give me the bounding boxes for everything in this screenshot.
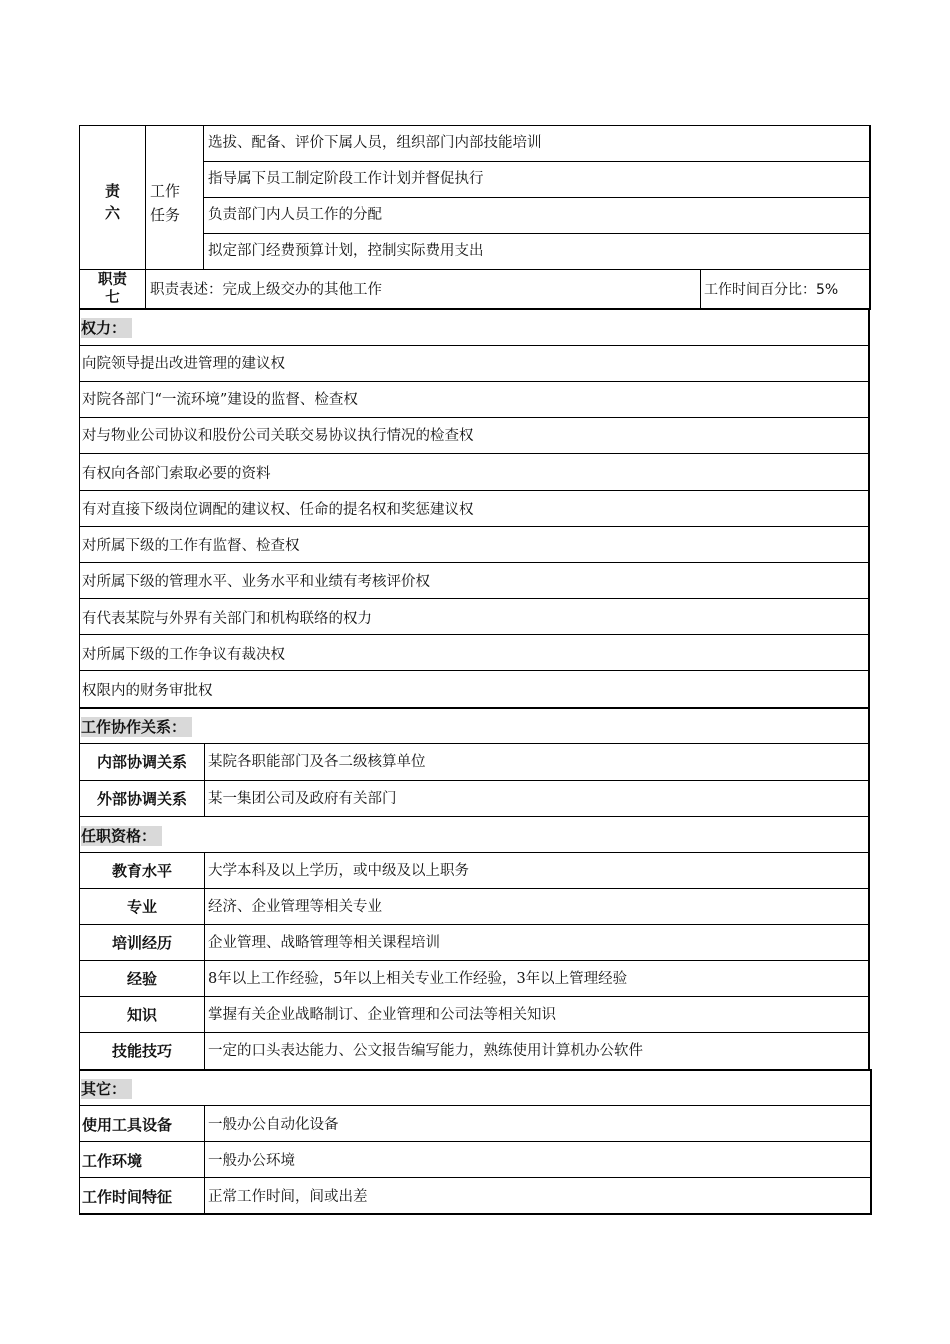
others-tools-label: 使用工具设备 [82,1116,173,1134]
authority-item-9: 对所属下级的工作争议有裁决权 [82,647,285,663]
authority-item-8: 有代表某院与外界有关部门和机构联络的权力 [82,611,372,627]
qualification-training-value: 企业管理、战略管理等相关课程培训 [208,935,440,951]
duty6-label [80,180,145,224]
qualification-major-value: 经济、企业管理等相关专业 [208,899,382,915]
authority-item-5: 有对直接下级岗位调配的建议权、任命的提名权和奖惩建议权 [82,502,474,518]
duty6-type-line2: 任务 [150,206,181,224]
others-worktime-value: 正常工作时间，间或出差 [208,1189,368,1205]
qualification-experience-value: 8年以上工作经验，5年以上相关专业工作经验，3年以上管理经验 [208,971,628,987]
qualification-experience-label: 经验 [126,970,157,988]
duty6-task-3: 负责部门内人员工作的分配 [208,207,382,223]
duty7-time-percent: 工作时间百分比：5% [704,282,839,298]
authority-item-1: 向院领导提出改进管理的建议权 [82,356,285,372]
relations-internal-label: 内部协调关系 [96,753,187,771]
others-title: 其它： [81,1079,132,1099]
duty7-label [80,271,145,307]
authority-item-4: 有权向各部门索取必要的资料 [82,466,271,482]
relations-external-label: 外部协调关系 [96,790,187,808]
relations-external-value: 某一集团公司及政府有关部门 [208,791,397,807]
qualification-training-label: 培训经历 [111,934,172,952]
others-environment-label: 工作环境 [82,1152,143,1170]
duty7-description: 职责表述：完成上级交办的其他工作 [150,282,382,298]
duty6-type [150,179,180,227]
qualification-skills-value: 一定的口头表达能力、公文报告编写能力，熟练使用计算机办公软件 [208,1043,643,1059]
qualification-knowledge-label: 知识 [126,1006,157,1024]
duty7-label-line2: 七 [105,290,120,306]
duty6-task-1: 选拔、配备、评价下属人员，组织部门内部技能培训 [208,135,542,151]
qualification-education-label: 教育水平 [111,862,172,880]
authority-item-10: 权限内的财务审批权 [82,683,213,699]
authority-title: 权力： [81,318,132,338]
duty7-label-line1: 职责 [98,272,127,288]
others-worktime-label: 工作时间特征 [82,1188,173,1206]
duty6-type-line1: 工作 [150,182,181,200]
relations-internal-value: 某院各职能部门及各二级核算单位 [208,754,426,770]
qualification-knowledge-value: 掌握有关企业战略制订、企业管理和公司法等相关知识 [208,1007,556,1023]
duty6-label-line1: 责 [104,182,120,200]
authority-item-2: 对院各部门“一流环境”建设的监督、检查权 [82,392,358,408]
authority-item-7: 对所属下级的管理水平、业务水平和业绩有考核评价权 [82,574,430,590]
others-environment-value: 一般办公环境 [208,1153,295,1169]
authority-item-6: 对所属下级的工作有监督、检查权 [82,538,300,554]
relations-title: 工作协作关系： [81,717,192,737]
others-tools-value: 一般办公自动化设备 [208,1117,339,1133]
qualification-skills-label: 技能技巧 [111,1042,172,1060]
authority-item-3: 对与物业公司协议和股份公司关联交易协议执行情况的检查权 [82,428,474,444]
qualifications-title: 任职资格： [81,826,162,846]
qualification-major-label: 专业 [126,898,157,916]
duty6-task-4: 拟定部门经费预算计划，控制实际费用支出 [208,243,484,259]
duty6-task-2: 指导属下员工制定阶段工作计划并督促执行 [208,171,484,187]
qualification-education-value: 大学本科及以上学历，或中级及以上职务 [208,863,469,879]
duty6-label-line2: 六 [104,204,120,222]
others-section [79,1069,872,1215]
